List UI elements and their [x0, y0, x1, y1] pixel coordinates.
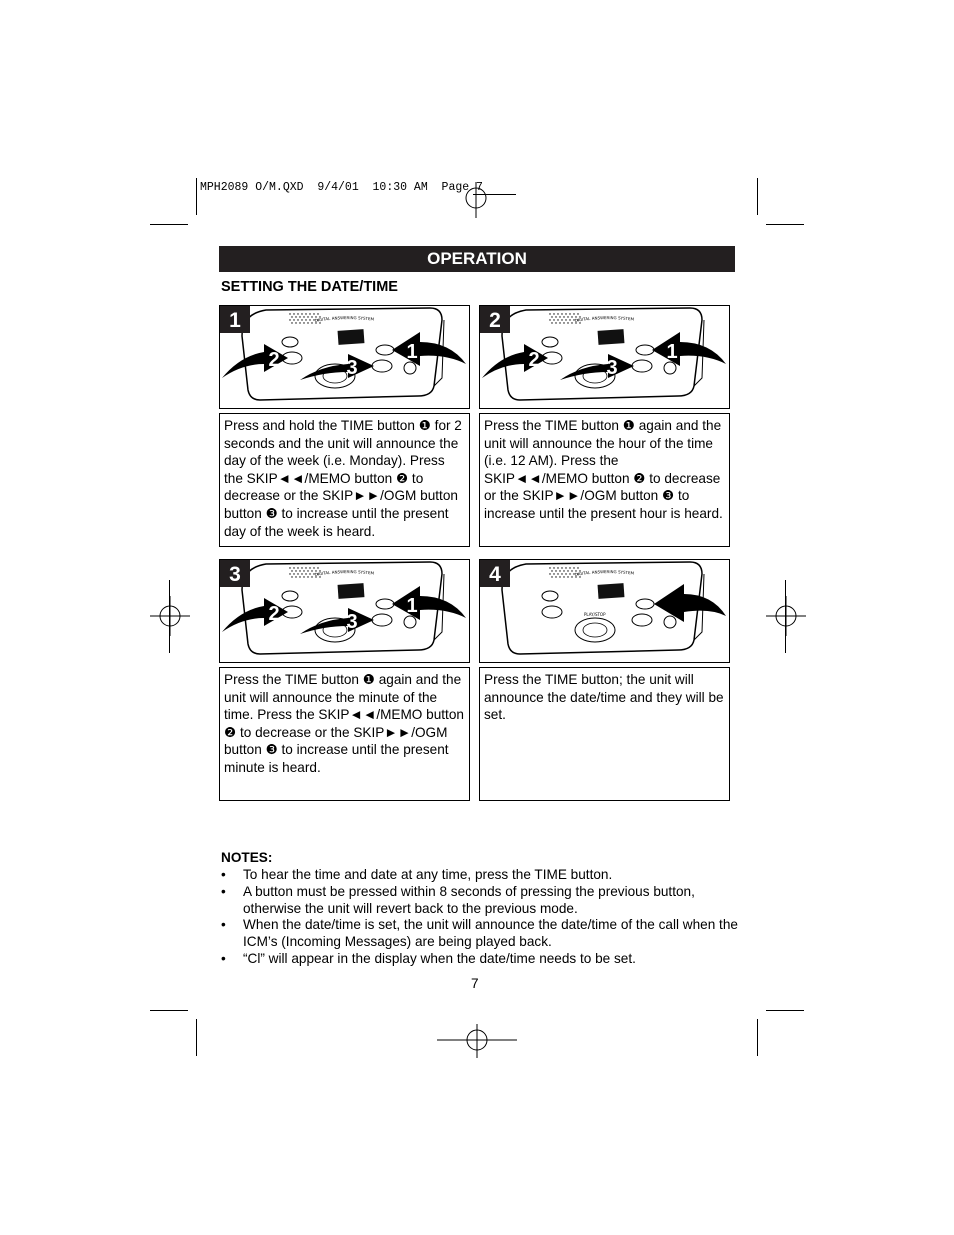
delete-button: [404, 616, 416, 628]
callout-number: 2: [268, 349, 280, 371]
step-4-illustration: [479, 559, 730, 663]
subheading: SETTING THE DATE/TIME: [221, 279, 398, 295]
crop-mark: [757, 178, 758, 215]
lcd-display: [598, 329, 625, 345]
callout-number: 2: [528, 349, 540, 371]
step-number: 4: [489, 563, 501, 586]
power-button: [542, 337, 558, 347]
step-number-badge: [480, 306, 510, 333]
play-stop-label: PLAY/STOP: [584, 612, 606, 617]
notes-title: NOTES:: [221, 850, 273, 865]
step-3-text: Press the TIME button ❶ again and the unit will announce the minute of the time. Press the SKIP◄◄/MEMO button ❷ to decrease or the SKIP►►/OGM button ❸ to increase until the present minute is heard.: [219, 667, 470, 801]
callout-number: 1: [406, 595, 418, 617]
step-2-text: Press the TIME button ❶ again and the unit will announce the hour of the time (i.e. 12 AM). Press the SKIP◄◄/MEMO button ❷ to decrease or the SKIP►►/OGM button ❸ to increase until the present hour is heard.: [479, 413, 730, 547]
ogm-button: [372, 614, 392, 626]
time-button: [376, 599, 394, 609]
time-button: [636, 599, 654, 609]
callout-number: 1: [666, 341, 678, 363]
step-number-badge: [220, 306, 250, 333]
note-item: • To hear the time and date at any time, press the TIME button.: [219, 867, 739, 884]
registration-target: [150, 596, 190, 636]
registration-target: [766, 596, 806, 636]
crop-mark: [150, 1010, 188, 1011]
crop-mark: [785, 580, 786, 653]
step-number-badge: [220, 560, 250, 587]
crop-mark: [150, 224, 188, 225]
step-1-illustration: [219, 305, 470, 409]
callout-number: 3: [346, 357, 358, 379]
note-item: • “Cl” will appear in the display when the date/time needs to be set.: [219, 951, 739, 968]
delete-button: [664, 616, 676, 628]
step-2-illustration: [479, 305, 730, 409]
brand-label: DIGITAL ANSWERING SYSTEM: [314, 569, 375, 577]
step-4-text: Press the TIME button; the unit will announce the date/time and they will be set.: [479, 667, 730, 801]
step-number-badge: [480, 560, 510, 587]
file-slug: MPH2089 O/M.QXD 9/4/01 10:30 AM Page 7: [200, 181, 483, 194]
section-header: [219, 246, 735, 272]
lcd-display: [338, 329, 365, 345]
power-button: [282, 591, 298, 601]
section-title: OPERATION: [427, 249, 527, 268]
registration-target: [446, 182, 506, 222]
step-3-illustration: [219, 559, 470, 663]
lcd-display: [338, 583, 365, 599]
crop-mark: [766, 224, 804, 225]
time-button: [636, 345, 654, 355]
delete-button: [664, 362, 676, 374]
callout-number: 2: [268, 603, 280, 625]
note-item: • A button must be pressed within 8 seconds of pressing the previous button, otherwise the unit will revert back to the previous mode.: [219, 884, 739, 918]
callout-number: 3: [346, 611, 358, 633]
callout-number: 3: [606, 357, 618, 379]
crop-mark: [169, 580, 170, 653]
page-number: 7: [471, 976, 479, 991]
brand-label: DIGITAL ANSWERING SYSTEM: [314, 315, 375, 323]
brand-label: DIGITAL ANSWERING SYSTEM: [574, 315, 635, 323]
brand-label: DIGITAL ANSWERING SYSTEM: [574, 569, 635, 577]
play-stop-button: [575, 618, 615, 642]
lcd-display: [598, 583, 625, 599]
power-button: [282, 337, 298, 347]
crop-mark: [766, 1010, 804, 1011]
step-number: 1: [229, 309, 241, 332]
crop-mark: [196, 178, 197, 215]
ogm-button: [372, 360, 392, 372]
crop-mark: [757, 1019, 758, 1056]
note-item: • When the date/time is set, the unit will announce the date/time of the call when the ICM’s (Incoming Messages) are being played back.: [219, 917, 739, 951]
callout-number: 1: [406, 341, 418, 363]
ogm-button: [632, 360, 652, 372]
registration-target: [437, 1020, 517, 1060]
ogm-button: [632, 614, 652, 626]
delete-button: [404, 362, 416, 374]
step-number: 3: [229, 563, 241, 586]
step-1-text: Press and hold the TIME button ❶ for 2 seconds and the unit will announce the day of the week (i.e. Monday). Press the SKIP◄◄/MEMO button ❷ to decrease or the SKIP►►/OGM button button ❸ to increase until the present day of the week is heard.: [219, 413, 470, 547]
step-number: 2: [489, 309, 501, 332]
notes-list: [219, 867, 739, 968]
crop-mark: [196, 1019, 197, 1056]
memo-button: [542, 606, 562, 618]
power-button: [542, 591, 558, 601]
time-button: [376, 345, 394, 355]
